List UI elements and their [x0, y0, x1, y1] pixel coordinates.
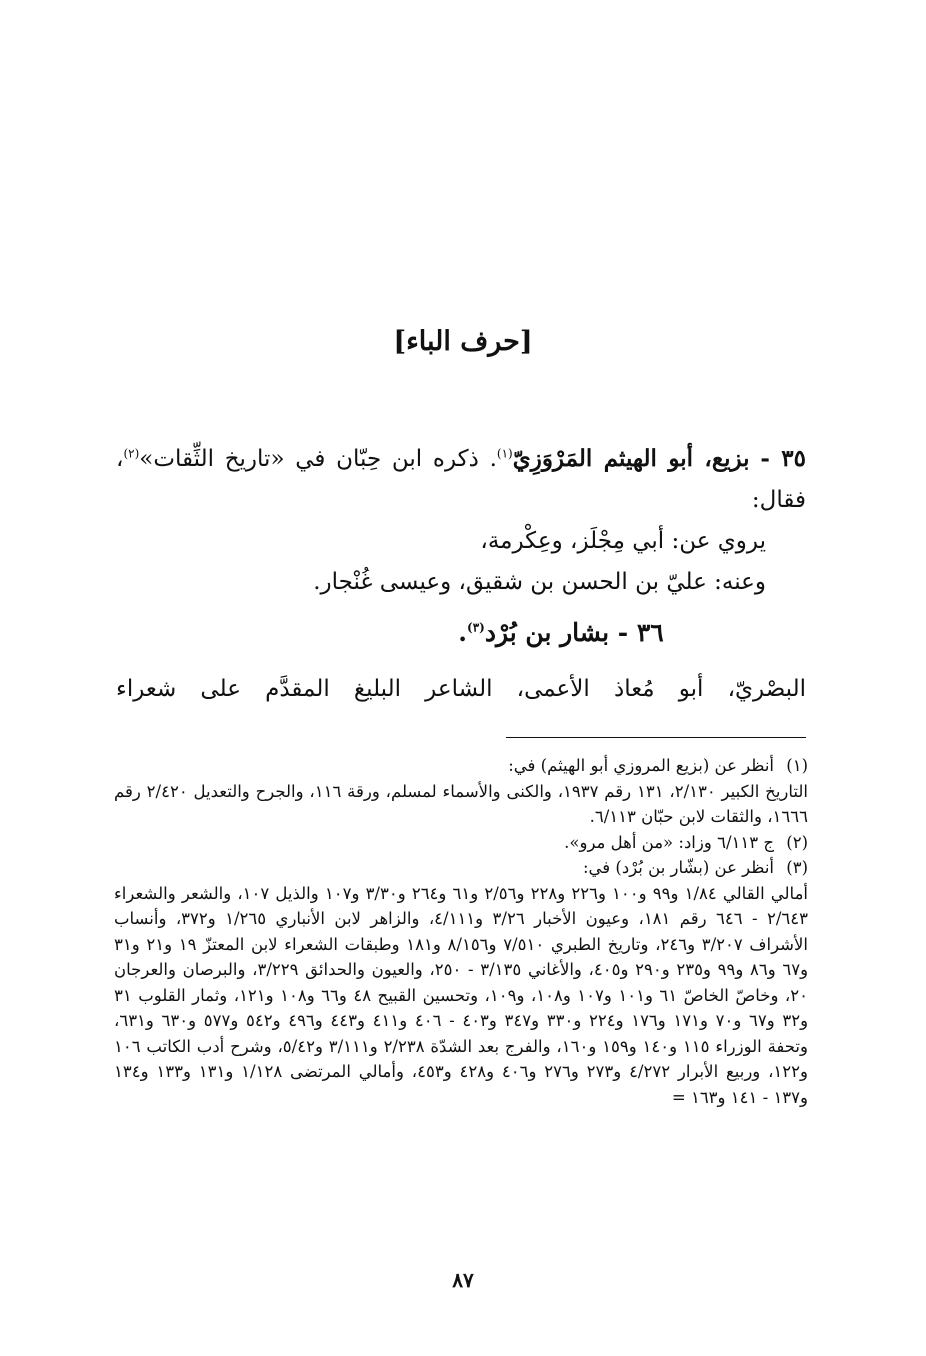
- footnote-1-label: (١): [786, 756, 808, 775]
- main-text: [116, 438, 806, 710]
- footnote-3-head-text: أنظر عن (بشّار بن بُرْد) في:: [582, 858, 774, 877]
- footnote-2-label: (٢): [786, 832, 808, 852]
- footnote-1-head-text: أنظر عن (بزيع المروزي أبو الهيثم) في:: [508, 756, 774, 775]
- footnote-2: [114, 830, 808, 856]
- footnote-ref-1: (١): [496, 446, 513, 461]
- entry-35: [116, 438, 806, 521]
- footnote-3: [114, 855, 808, 1110]
- entry-35-number: ٣٥ -: [760, 445, 806, 472]
- footnote-2-head-text: ج ٦/١١٣ وزاد: «من أهل مرو».: [564, 832, 774, 852]
- footnote-2-head: [114, 830, 808, 856]
- footnote-3-head: [114, 855, 808, 881]
- entry-36-heading: [116, 611, 806, 655]
- entry-35-text-a: . ذكره ابن حِبّان في «تاريخ الثِّقات»: [139, 446, 497, 472]
- section-heading: [حرف الباء]: [393, 326, 533, 357]
- entry-36-heading-end: .: [458, 618, 467, 647]
- footnote-1-head: [114, 753, 808, 779]
- footnote-1-body: التاريخ الكبير ٢/١٣٠، ١٣١ رقم ١٩٣٧، والكنى والأسماء لمسلم، ورقة ١١٦، والجرح والتعديل ٢/٤٢٠ رقم ١٦٦٦، والثقات لابن حبّان ٦/١١٣.: [114, 781, 808, 826]
- footnote-3-label: (٣): [786, 858, 808, 877]
- entry-35-name: بزيع، أبو الهيثم المَرْوَزِيّ: [512, 445, 750, 472]
- footnote-separator: [506, 737, 806, 738]
- footnote-ref-2: (٢): [123, 446, 140, 461]
- footnote-1: [114, 753, 808, 830]
- entry-36-text: البصْريّ، أبو مُعاذ الأعمى، الشاعر البليغ المقدَّم على شعراء: [116, 676, 806, 702]
- footnotes: [114, 753, 808, 1110]
- entry-35-narrators: وعنه: عليّ بن الحسن بن شقيق، وعيسى غُنْجار.: [313, 569, 766, 595]
- footnote-3-body: أمالي القالي ١/٨٤ و٩٩ و١٠٠ و٢٢٦ و٢٢٨ و٢/٥٦ و٦١ و٢٦٤ و٣/٣٠ و١٠٧ والذيل ١٠٧، والشعر والشعراء ٢/٦٤٣ - ٦٤٦ رقم ١٨١، وعيون الأخبار ٣/٢٦ و٤/١١١، والزاهر لابن الأنباري ١/٢٦٥ و٣٧٢، وأنساب الأشراف ٣/٢٠٧ و٢٤٦، وتاريخ الطبري ٧/٥١٠ و٨/١٥٦ و١٨١ وطبقات الشعراء لابن المعتزّ ١٩ و٢١ و٣١ و٦٧ و٨٦ و٩٩ و٢٣٥ و٢٩٠ و٤٠٥، والأغاني ٣/١٣٥ - ٢٥٠، والعيون والحدائق ٣/٢٢٩، والبرصان والعرجان ٢٠، وخاصّ الخاصّ ٦١ و١٠١ و١٠٧ و١٠٨، و١٠٩، وتحسين القبيح ٤٨ و٦٦ و١٠٨ و١٢١، وثمار القلوب ٣١ و٣٢ و٦٧ و٧٠ و١٧١ و١٧٦ و٢٢٤ و٣٣٠ و٣٤٧ و٤٠٣ - ٤٠٦ و٤١١ و٤٤٣ و٤٩٦ و٥٤٢ و٥٧٧ و٦٣٠ و٦٣١، وتحفة الوزراء ١١٥ و١٤٠ و١٥٩ و١٦٠، والفرج بعد الشدّة ٢/٢٣٨ و٣/١١١ و٥/٤٢، وشرح أدب الكاتب ١٠٦ و١٢٢، وربيع الأبرار ٤/٢٧٢ و٢٧٣ و٢٧٦ و٤٠٦ و٤٢٨ و٤٥٣، وأمالي المرتضى ١/١٢٨ و١٣١ و١٣٣ و١٣٤ و١٣٧ - ١٤١ و١٦٣ =: [114, 883, 809, 1107]
- footnote-ref-3: (٣): [467, 620, 485, 635]
- entry-35-narrated-from: يروي عن: أبي مِجْلَز، وعِكْرمة،: [480, 528, 766, 554]
- page-number: ٨٧: [452, 1268, 474, 1292]
- entry-36-title: ٣٦ - بشار بن بُرْد: [484, 618, 664, 647]
- entry-35-text-b: ، فقال:: [116, 446, 806, 513]
